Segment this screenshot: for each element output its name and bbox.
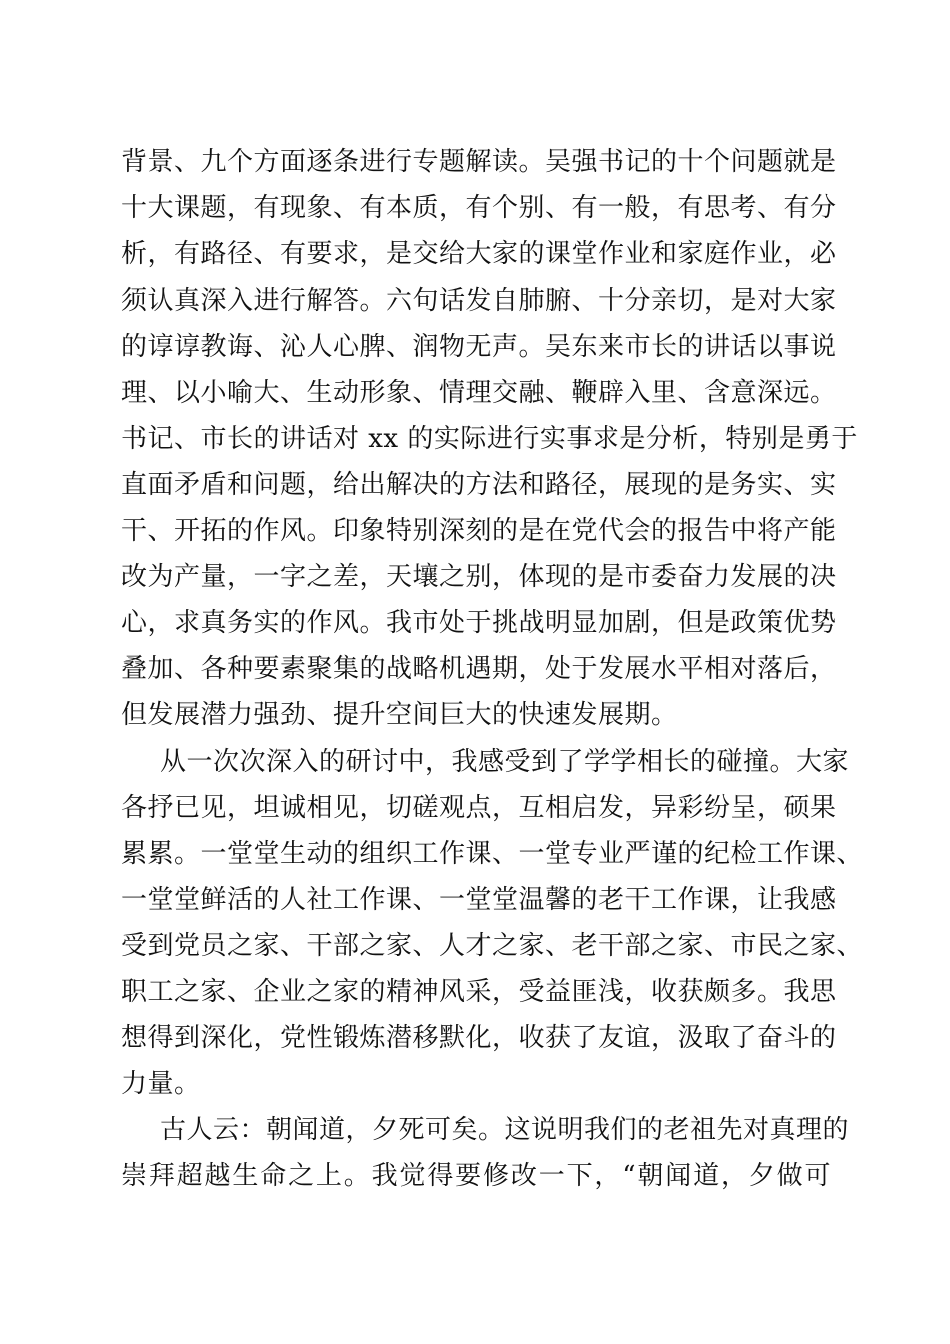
body-text-line: 背景、九个方面逐条进行专题解读。吴强书记的十个问题就是 xyxy=(121,147,837,177)
body-text-line: 书记、市长的讲话对 xx 的实际进行实事求是分析，特别是勇于 xyxy=(121,424,858,454)
body-text-line: 直面矛盾和问题，给出解决的方法和路径，展现的是务实、实 xyxy=(121,470,837,500)
body-text-line: 须认真深入进行解答。六句话发自肺腑、十分亲切，是对大家 xyxy=(121,286,837,316)
body-text-line: 受到党员之家、干部之家、人才之家、老干部之家、市民之家、 xyxy=(121,931,864,961)
body-text-line: 一堂堂鲜活的人社工作课、一堂堂温馨的老干工作课，让我感 xyxy=(121,885,837,915)
body-text-line: 析，有路径、有要求，是交给大家的课堂作业和家庭作业，必 xyxy=(121,239,837,269)
body-text-line: 力量。 xyxy=(121,1069,201,1099)
body-text-line: 的谆谆教诲、沁人心脾、润物无声。吴东来市长的讲话以事说 xyxy=(121,332,837,362)
body-text-line: 十大课题，有现象、有本质，有个别、有一般，有思考、有分 xyxy=(121,193,837,223)
body-text-line: 干、开拓的作风。印象特别深刻的是在党代会的报告中将产能 xyxy=(121,516,837,546)
body-text-line: 职工之家、企业之家的精神风采，受益匪浅，收获颇多。我思 xyxy=(121,977,837,1007)
body-text-line: 但发展潜力强劲、提升空间巨大的快速发展期。 xyxy=(121,700,678,730)
paragraph-first-line: 古人云：朝闻道，夕死可矣。这说明我们的老祖先对真理的 xyxy=(160,1115,850,1145)
body-text-line: 理、以小喻大、生动形象、情理交融、鞭辟入里、含意深远。 xyxy=(121,378,837,408)
body-text-line: 改为产量，一字之差，天壤之别，体现的是市委奋力发展的决 xyxy=(121,562,837,592)
body-text-line: 心，求真务实的作风。我市处于挑战明显加剧，但是政策优势 xyxy=(121,608,837,638)
body-text-line: 想得到深化，党性锻炼潜移默化，收获了友谊，汲取了奋斗的 xyxy=(121,1023,837,1053)
body-text-line: 叠加、各种要素聚集的战略机遇期，处于发展水平相对落后， xyxy=(121,654,837,684)
body-text-line: 崇拜超越生命之上。我觉得要修改一下，“朝闻道，夕做可 xyxy=(121,1161,831,1191)
body-text-line: 累累。一堂堂生动的组织工作课、一堂专业严谨的纪检工作课、 xyxy=(121,839,864,869)
body-text-line: 各抒已见，坦诚相见，切磋观点，互相启发，异彩纷呈，硕果 xyxy=(121,793,837,823)
paragraph-first-line: 从一次次深入的研讨中，我感受到了学学相长的碰撞。大家 xyxy=(160,747,850,777)
